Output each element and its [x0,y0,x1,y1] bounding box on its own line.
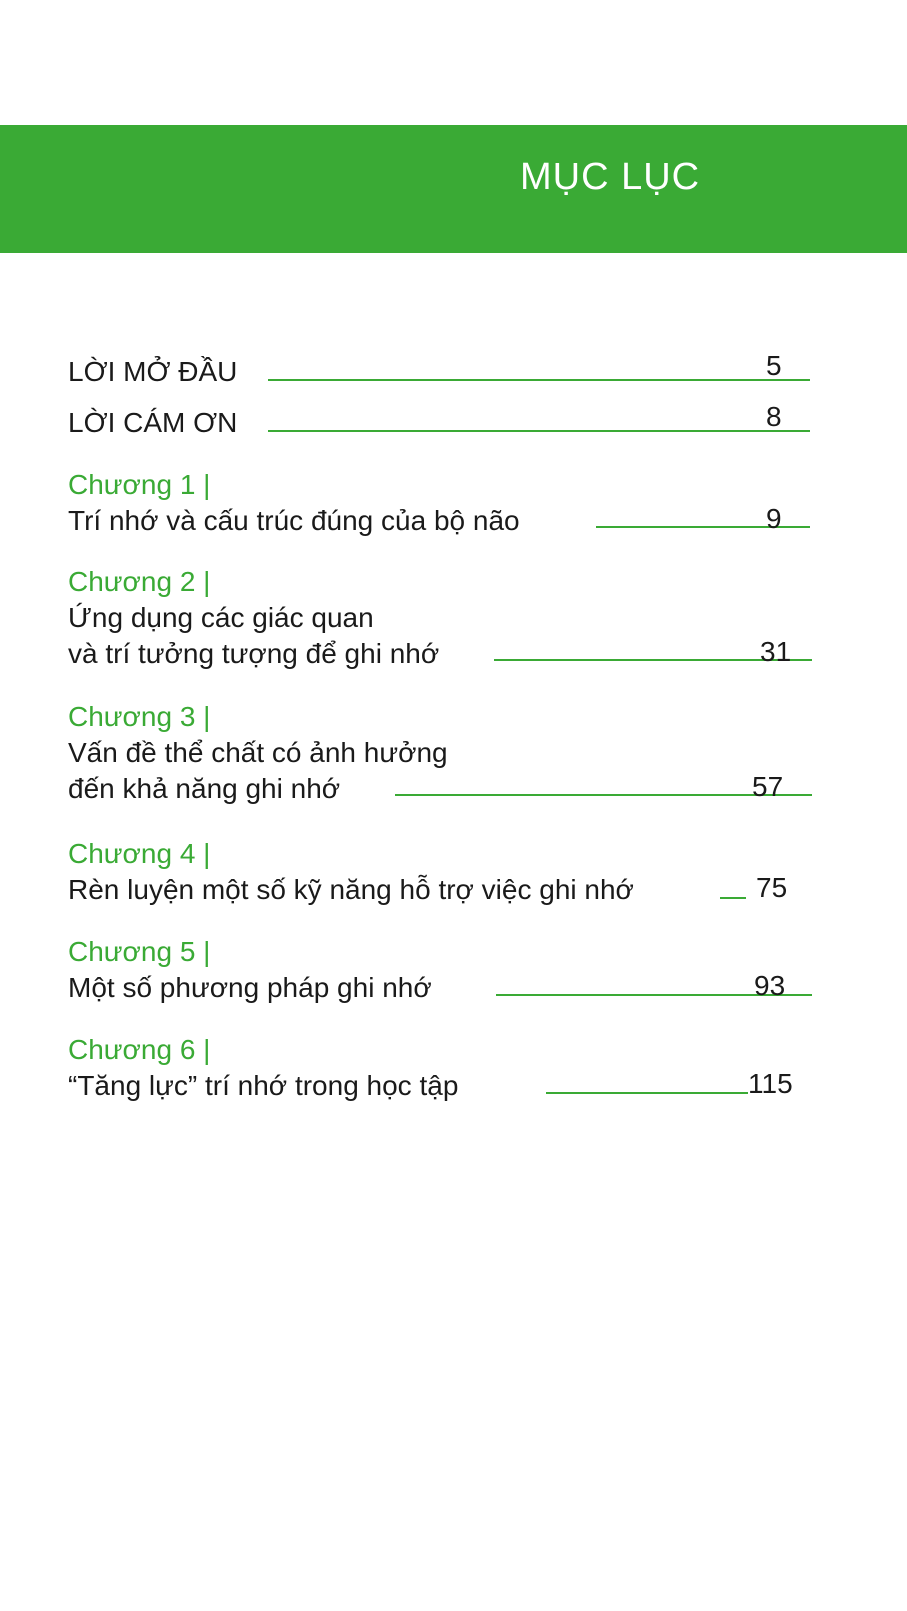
chapter-title: “Tăng lực” trí nhớ trong học tập [68,1070,459,1101]
page-number: 5 [766,350,782,381]
header-banner [0,125,907,253]
page-number: 31 [760,636,792,667]
chapter-title: Ứng dụng các giác quan [68,602,374,633]
chapter-title: và trí tưởng tượng để ghi nhớ [68,638,440,669]
leader-line [268,430,810,432]
leader-line [720,897,746,899]
page-number: 115 [748,1068,793,1099]
page-number: 8 [766,401,782,432]
chapter-title: Rèn luyện một số kỹ năng hỗ trợ việc ghi nhớ [68,874,634,905]
page-number: 9 [766,503,782,534]
chapter-title: Trí nhớ và cấu trúc đúng của bộ não [68,505,520,536]
chapter-label: Chương 5 | [68,936,211,967]
chapter-title: đến khả năng ghi nhớ [68,773,341,804]
toc-entry-label: LỜI MỞ ĐẦU [68,356,238,387]
page-number: 75 [756,872,788,903]
chapter-title: Một số phương pháp ghi nhớ [68,972,432,1003]
toc-entry-label: LỜI CÁM ƠN [68,407,238,438]
chapter-label: Chương 2 | [68,566,211,597]
page-number: 93 [754,970,786,1001]
page-title: MỤC LỤC [520,156,701,198]
chapter-title: Vấn đề thể chất có ảnh hưởng [68,737,448,768]
chapter-label: Chương 6 | [68,1034,211,1065]
leader-line [268,379,810,381]
chapter-label: Chương 1 | [68,469,211,500]
leader-line [395,794,812,796]
chapter-label: Chương 4 | [68,838,211,869]
page-number: 57 [752,771,784,802]
chapter-label: Chương 3 | [68,701,211,732]
leader-line [546,1092,748,1094]
